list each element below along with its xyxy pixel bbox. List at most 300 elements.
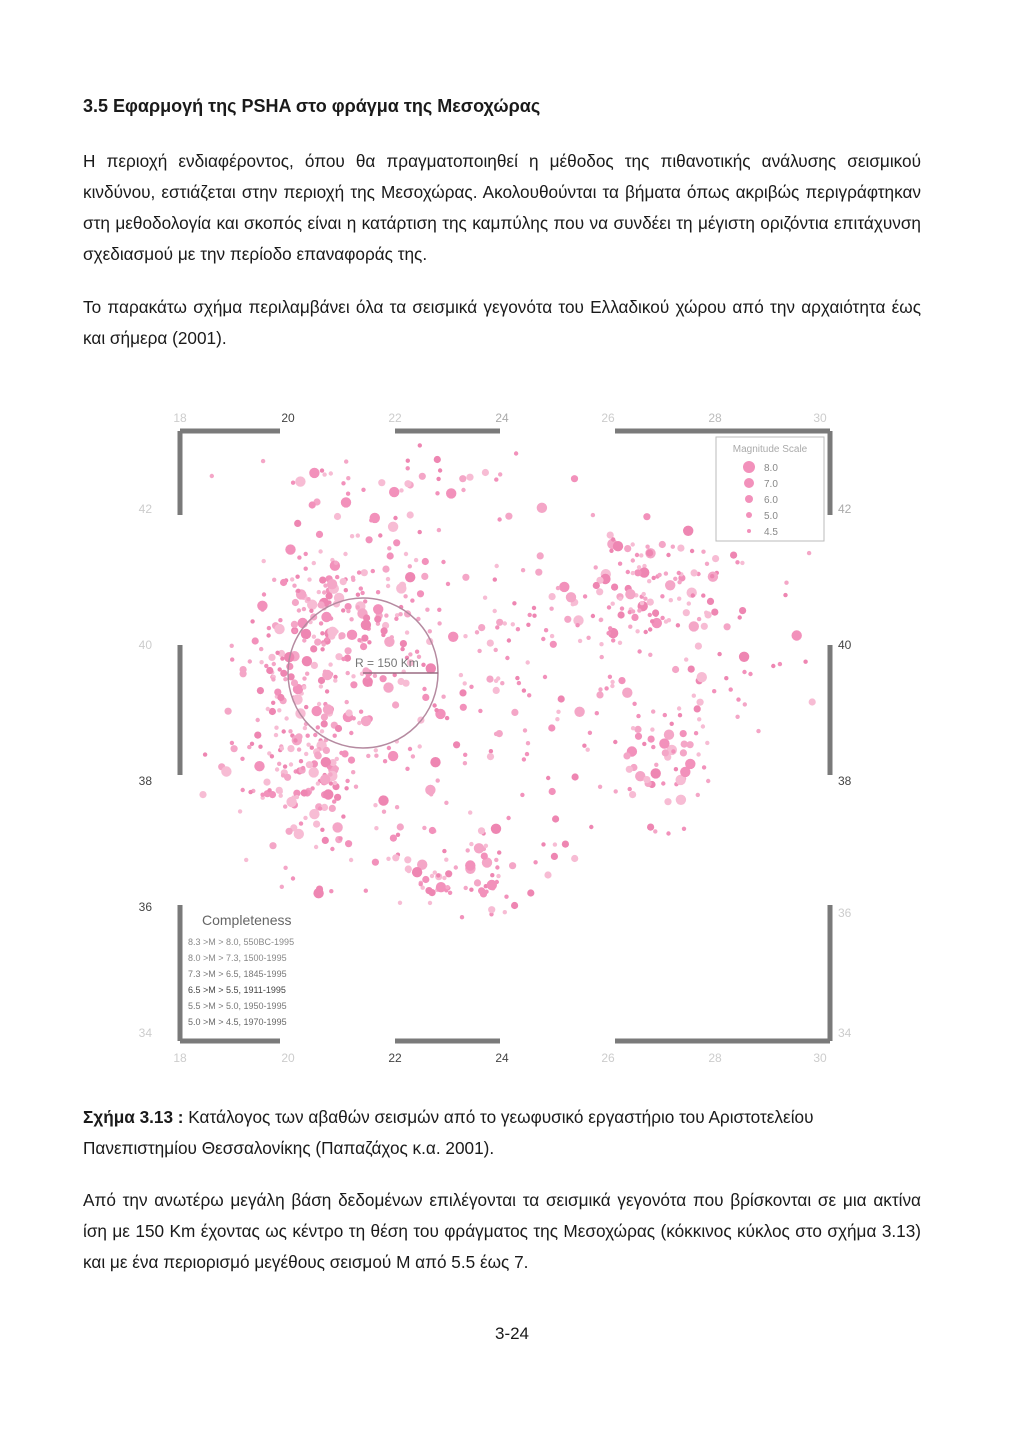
earthquake-event-dot bbox=[677, 706, 681, 710]
earthquake-event-dot bbox=[434, 456, 441, 463]
earthquake-event-dot bbox=[231, 745, 238, 752]
earthquake-event-dot bbox=[663, 713, 667, 717]
earthquake-event-dot bbox=[306, 761, 313, 768]
earthquake-event-dot bbox=[364, 889, 368, 893]
earthquake-event-dot bbox=[652, 609, 659, 616]
earthquake-event-dot bbox=[394, 617, 398, 621]
earthquake-event-dot bbox=[230, 657, 234, 661]
earthquake-event-dot bbox=[406, 459, 410, 463]
earthquake-event-dot bbox=[511, 709, 518, 716]
earthquake-event-dot bbox=[282, 729, 286, 733]
earthquake-event-dot bbox=[269, 842, 276, 849]
earthquake-event-dot bbox=[448, 891, 452, 895]
earthquake-event-dot bbox=[412, 867, 422, 877]
earthquake-event-dot bbox=[405, 767, 409, 771]
left-tick-labels bbox=[139, 502, 153, 1040]
earthquake-event-dot bbox=[676, 623, 680, 627]
earthquake-event-dot bbox=[361, 716, 371, 726]
earthquake-event-dot bbox=[304, 552, 308, 556]
earthquake-event-dot bbox=[422, 558, 429, 565]
earthquake-event-dot bbox=[415, 650, 419, 654]
earthquake-event-dot bbox=[677, 571, 681, 575]
earthquake-event-dot bbox=[498, 472, 502, 476]
earthquake-event-dot bbox=[320, 468, 324, 472]
earthquake-event-dot bbox=[748, 672, 752, 676]
right-tick-labels bbox=[838, 502, 852, 1040]
earthquake-event-dot bbox=[740, 561, 744, 565]
earthquake-event-dot bbox=[689, 621, 699, 631]
earthquake-event-dot bbox=[436, 873, 440, 877]
earthquake-event-dot bbox=[306, 734, 310, 738]
earthquake-event-dot bbox=[344, 459, 348, 463]
earthquake-event-dot bbox=[478, 624, 485, 631]
earthquake-event-dot bbox=[628, 787, 632, 791]
earthquake-event-dot bbox=[631, 609, 635, 613]
earthquake-event-dot bbox=[610, 680, 614, 684]
earthquake-event-dot bbox=[441, 695, 445, 699]
bottom-tick: 22 bbox=[388, 1051, 402, 1065]
earthquake-event-dot bbox=[647, 599, 654, 606]
earthquake-event-dot bbox=[549, 788, 556, 795]
earthquake-event-dot bbox=[357, 638, 361, 642]
earthquake-event-dot bbox=[511, 622, 515, 626]
earthquake-event-dot bbox=[388, 522, 398, 532]
earthquake-event-dot bbox=[704, 611, 708, 615]
earthquake-event-dot bbox=[341, 497, 351, 507]
earthquake-event-dot bbox=[321, 804, 328, 811]
earthquake-event-dot bbox=[481, 853, 488, 860]
earthquake-event-dot bbox=[644, 630, 648, 634]
earthquake-event-dot bbox=[680, 730, 687, 737]
earthquake-event-dot bbox=[474, 879, 481, 886]
top-tick: 30 bbox=[813, 411, 827, 425]
earthquake-event-dot bbox=[546, 776, 550, 780]
earthquake-event-dot bbox=[199, 791, 206, 798]
earthquake-event-dot bbox=[299, 759, 303, 763]
earthquake-event-dot bbox=[407, 869, 411, 873]
right-tick: 42 bbox=[838, 502, 852, 516]
earthquake-event-dot bbox=[321, 714, 328, 721]
bottom-tick: 24 bbox=[495, 1051, 509, 1065]
earthquake-event-dot bbox=[283, 677, 287, 681]
earthquake-event-dot bbox=[571, 602, 575, 606]
earthquake-event-dot bbox=[646, 549, 653, 556]
earthquake-event-dot bbox=[478, 827, 485, 834]
earthquake-event-dot bbox=[248, 790, 252, 794]
earthquake-event-dot bbox=[494, 648, 498, 652]
completeness-row: 7.3 >M > 6.5, 1845-1995 bbox=[188, 969, 287, 979]
earthquake-event-dot bbox=[680, 767, 690, 777]
earthquake-event-dot bbox=[266, 707, 270, 711]
earthquake-event-dot bbox=[701, 724, 705, 728]
completeness-title: Completeness bbox=[202, 912, 292, 928]
earthquake-event-dot bbox=[664, 798, 671, 805]
earthquake-event-dot bbox=[463, 761, 467, 765]
earthquake-event-dot bbox=[571, 475, 578, 482]
earthquake-event-dot bbox=[381, 627, 388, 634]
earthquake-event-dot bbox=[739, 652, 749, 662]
earthquake-event-dot bbox=[489, 749, 493, 753]
earthquake-event-dot bbox=[702, 765, 706, 769]
earthquake-event-dot bbox=[622, 688, 632, 698]
earthquake-event-dot bbox=[697, 699, 704, 706]
earthquake-event-dot bbox=[335, 757, 339, 761]
magnitude-value: 8.0 bbox=[764, 463, 778, 474]
earthquake-event-dot bbox=[410, 598, 414, 602]
earthquake-event-dot bbox=[279, 794, 283, 798]
earthquake-event-dot bbox=[659, 541, 666, 548]
earthquake-event-dot bbox=[435, 491, 439, 495]
earthquake-event-dot bbox=[809, 698, 816, 705]
earthquake-event-dot bbox=[378, 533, 382, 537]
magnitude-symbol bbox=[743, 461, 755, 473]
earthquake-event-dot bbox=[277, 708, 281, 712]
earthquake-event-dot bbox=[341, 608, 345, 612]
earthquake-event-dot bbox=[643, 513, 650, 520]
earthquake-event-dot bbox=[697, 617, 701, 621]
magnitude-scale-legend bbox=[716, 437, 824, 541]
earthquake-event-dot bbox=[446, 582, 450, 586]
earthquake-event-dot bbox=[571, 855, 578, 862]
earthquake-event-dot bbox=[710, 574, 714, 578]
earthquake-event-dot bbox=[366, 536, 373, 543]
earthquake-event-dot bbox=[430, 874, 434, 878]
earthquake-event-dot bbox=[564, 616, 571, 623]
earthquake-event-dot bbox=[522, 688, 526, 692]
earthquake-event-dot bbox=[345, 779, 349, 783]
bottom-tick: 26 bbox=[601, 1051, 615, 1065]
earthquake-event-dot bbox=[350, 681, 357, 688]
top-tick: 26 bbox=[601, 411, 615, 425]
earthquake-event-dot bbox=[238, 809, 242, 813]
earthquake-event-dot bbox=[558, 695, 565, 702]
earthquake-event-dot bbox=[562, 841, 569, 848]
earthquake-event-dot bbox=[436, 477, 440, 481]
earthquake-event-dot bbox=[509, 862, 516, 869]
earthquake-event-dot bbox=[311, 662, 318, 669]
earthquake-event-dot bbox=[266, 667, 273, 674]
earthquake-event-dot bbox=[496, 874, 500, 878]
earthquake-event-dot bbox=[628, 625, 632, 629]
earthquake-event-dot bbox=[436, 778, 440, 782]
earthquake-event-dot bbox=[552, 815, 559, 822]
earthquake-event-dot bbox=[526, 741, 530, 745]
earthquake-event-dot bbox=[403, 594, 407, 598]
earthquake-event-dot bbox=[506, 816, 510, 820]
left-tick: 40 bbox=[138, 638, 152, 652]
earthquake-event-dot bbox=[303, 726, 307, 730]
earthquake-event-dot bbox=[329, 471, 333, 475]
earthquake-event-dot bbox=[419, 473, 426, 480]
earthquake-event-dot bbox=[297, 555, 301, 559]
earthquake-event-dot bbox=[301, 629, 311, 639]
earthquake-event-dot bbox=[387, 552, 394, 559]
earthquake-event-dot bbox=[334, 561, 338, 565]
earthquake-event-dot bbox=[418, 443, 422, 447]
earthquake-event-dot bbox=[240, 757, 244, 761]
earthquake-event-dot bbox=[807, 551, 811, 555]
earthquake-event-dot bbox=[262, 592, 266, 596]
earthquake-event-dot bbox=[634, 726, 641, 733]
earthquake-event-dot bbox=[264, 664, 268, 668]
earthquake-event-dot bbox=[684, 657, 688, 661]
earthquake-event-dot bbox=[705, 562, 709, 566]
earthquake-event-dot bbox=[520, 793, 524, 797]
completeness-row: 6.5 >M > 5.5, 1911-1995 bbox=[188, 985, 286, 995]
earthquake-event-dot bbox=[650, 619, 654, 623]
earthquake-event-dot bbox=[389, 487, 399, 497]
earthquake-event-dot bbox=[626, 766, 633, 773]
earthquake-event-dot bbox=[334, 513, 341, 520]
earthquake-event-dot bbox=[697, 717, 701, 721]
earthquake-event-dot bbox=[739, 607, 746, 614]
page-number: 3-24 bbox=[494, 1324, 530, 1343]
earthquake-event-dot bbox=[414, 558, 418, 562]
earthquake-event-dot bbox=[445, 885, 449, 889]
earthquake-event-dot bbox=[462, 574, 469, 581]
earthquake-event-dot bbox=[329, 805, 336, 812]
earthquake-event-dot bbox=[549, 593, 556, 600]
earthquake-event-dot bbox=[595, 711, 599, 715]
earthquake-event-dot bbox=[335, 725, 342, 732]
earthquake-event-dot bbox=[507, 638, 511, 642]
earthquake-event-dot bbox=[341, 814, 345, 818]
earthquake-event-dot bbox=[491, 824, 501, 834]
earthquake-event-dot bbox=[691, 593, 695, 597]
earthquake-event-dot bbox=[314, 751, 321, 758]
earthquake-event-dot bbox=[505, 656, 509, 660]
earthquake-event-dot bbox=[614, 789, 618, 793]
earthquake-event-dot bbox=[730, 552, 737, 559]
earthquake-event-dot bbox=[526, 660, 530, 664]
earthquake-event-dot bbox=[405, 630, 409, 634]
earthquake-event-dot bbox=[466, 474, 473, 481]
earthquake-event-dot bbox=[322, 837, 329, 844]
earthquake-event-dot bbox=[551, 853, 558, 860]
earthquake-event-dot bbox=[677, 597, 681, 601]
earthquake-event-dot bbox=[351, 578, 355, 582]
earthquake-event-dot bbox=[515, 676, 519, 680]
earthquake-event-dot bbox=[442, 876, 446, 880]
earthquake-event-dot bbox=[328, 633, 335, 640]
earthquake-event-dot bbox=[280, 885, 284, 889]
earthquake-event-dot bbox=[382, 810, 386, 814]
earthquake-event-dot bbox=[320, 647, 324, 651]
earthquake-event-dot bbox=[376, 590, 380, 594]
earthquake-event-dot bbox=[594, 565, 598, 569]
earthquake-event-dot bbox=[706, 779, 710, 783]
earthquake-event-dot bbox=[318, 549, 322, 553]
earthquake-event-dot bbox=[484, 844, 488, 848]
earthquake-event-dot bbox=[304, 752, 308, 756]
earthquake-event-dot bbox=[291, 621, 298, 628]
earthquake-event-dot bbox=[607, 605, 611, 609]
earthquake-event-dot bbox=[553, 842, 557, 846]
earthquake-event-dot bbox=[647, 579, 651, 583]
earthquake-event-dot bbox=[514, 451, 518, 455]
earthquake-event-dot bbox=[664, 730, 674, 740]
earthquake-event-dot bbox=[496, 619, 503, 626]
earthquake-event-dot bbox=[250, 619, 254, 623]
earthquake-event-dot bbox=[318, 601, 325, 608]
earthquake-event-dot bbox=[511, 902, 518, 909]
earthquake-event-dot bbox=[632, 702, 636, 706]
earthquake-event-dot bbox=[466, 848, 470, 852]
earthquake-event-dot bbox=[463, 681, 467, 685]
earthquake-event-dot bbox=[262, 559, 266, 563]
earthquake-event-dot bbox=[701, 593, 705, 597]
earthquake-event-dot bbox=[309, 809, 319, 819]
earthquake-event-dot bbox=[532, 606, 536, 610]
earthquake-event-dot bbox=[729, 687, 733, 691]
earthquake-event-dot bbox=[505, 513, 512, 520]
earthquake-event-dot bbox=[422, 687, 426, 691]
earthquake-event-dot bbox=[544, 871, 551, 878]
earthquake-event-dot bbox=[624, 545, 631, 552]
earthquake-event-dot bbox=[459, 673, 463, 677]
earthquake-event-dot bbox=[259, 660, 263, 664]
earthquake-event-dot bbox=[323, 747, 330, 754]
earthquake-event-dot bbox=[344, 786, 348, 790]
earthquake-event-dot bbox=[495, 564, 499, 568]
earthquake-event-dot bbox=[559, 582, 569, 592]
earthquake-event-dot bbox=[398, 901, 402, 905]
earthquake-event-dot bbox=[269, 791, 276, 798]
earthquake-event-dot bbox=[654, 763, 658, 767]
earthquake-event-dot bbox=[366, 754, 370, 758]
earthquake-event-dot bbox=[272, 662, 276, 666]
earthquake-event-dot bbox=[305, 672, 309, 676]
earthquake-event-dot bbox=[677, 545, 684, 552]
earthquake-event-dot bbox=[635, 629, 639, 633]
earthquake-event-dot bbox=[493, 577, 497, 581]
earthquake-event-dot bbox=[276, 787, 283, 794]
earthquake-event-dot bbox=[418, 530, 422, 534]
earthquake-event-dot bbox=[611, 602, 615, 606]
earthquake-event-dot bbox=[460, 704, 467, 711]
earthquake-event-dot bbox=[302, 676, 306, 680]
earthquake-event-dot bbox=[356, 533, 360, 537]
earthquake-event-dot bbox=[299, 821, 303, 825]
earthquake-event-dot bbox=[626, 570, 630, 574]
earthquake-event-dot bbox=[631, 726, 635, 730]
earthquake-event-dot bbox=[322, 590, 326, 594]
earthquake-event-dot bbox=[784, 581, 788, 585]
earthquake-event-dot bbox=[486, 676, 493, 683]
earthquake-event-dot bbox=[550, 634, 554, 638]
earthquake-event-dot bbox=[465, 860, 475, 870]
magnitude-symbol bbox=[744, 478, 754, 488]
earthquake-event-dot bbox=[349, 731, 353, 735]
earthquake-event-dot bbox=[683, 526, 693, 536]
earthquake-event-dot bbox=[280, 579, 287, 586]
earthquake-event-dot bbox=[371, 569, 375, 573]
earthquake-event-dot bbox=[266, 633, 270, 637]
earthquake-event-dot bbox=[608, 675, 612, 679]
earthquake-event-dot bbox=[610, 684, 614, 688]
earthquake-event-dot bbox=[469, 842, 473, 846]
earthquake-event-dot bbox=[707, 598, 714, 605]
bottom-tick-labels bbox=[173, 1051, 827, 1065]
earthquake-event-dot bbox=[386, 857, 390, 861]
earthquake-event-dot bbox=[335, 766, 339, 770]
earthquake-event-dot bbox=[527, 889, 534, 896]
magnitude-symbol bbox=[745, 495, 753, 503]
earthquake-event-dot bbox=[459, 475, 466, 482]
earthquake-event-dot bbox=[631, 614, 638, 621]
earthquake-event-dot bbox=[359, 710, 363, 714]
earthquake-event-dot bbox=[267, 626, 271, 630]
earthquake-event-dot bbox=[756, 729, 760, 733]
earthquake-event-dot bbox=[283, 866, 287, 870]
earthquake-event-dot bbox=[400, 640, 407, 647]
earthquake-event-dot bbox=[643, 776, 650, 783]
earthquake-event-dot bbox=[346, 709, 353, 716]
earthquake-event-dot bbox=[503, 621, 507, 625]
earthquake-event-dot bbox=[370, 513, 380, 523]
earthquake-event-dot bbox=[662, 749, 669, 756]
earthquake-event-dot bbox=[291, 679, 298, 686]
earthquake-event-dot bbox=[275, 767, 279, 771]
earthquake-event-dot bbox=[322, 670, 332, 680]
earthquake-event-dot bbox=[313, 821, 320, 828]
earthquake-event-dot bbox=[618, 562, 622, 566]
earthquake-event-dot bbox=[642, 742, 646, 746]
earthquake-event-dot bbox=[670, 722, 674, 726]
earthquake-event-dot bbox=[618, 597, 622, 601]
earthquake-event-dot bbox=[701, 550, 705, 554]
earthquake-event-dot bbox=[230, 741, 234, 745]
earthquake-event-dot bbox=[302, 685, 306, 689]
earthquake-event-dot bbox=[488, 906, 495, 913]
earthquake-event-dot bbox=[309, 468, 319, 478]
earthquake-event-dot bbox=[694, 731, 698, 735]
earthquake-event-dot bbox=[291, 481, 295, 485]
earthquake-event-dot bbox=[446, 488, 456, 498]
earthquake-event-dot bbox=[468, 810, 472, 814]
earthquake-event-dot bbox=[368, 682, 372, 686]
earthquake-event-dot bbox=[317, 702, 321, 706]
earthquake-event-dot bbox=[484, 890, 488, 894]
earthquake-event-dot bbox=[411, 754, 415, 758]
earthquake-event-dot bbox=[494, 477, 498, 481]
earthquake-event-dot bbox=[329, 889, 333, 893]
earthquake-event-dot bbox=[631, 558, 635, 562]
earthquake-event-dot bbox=[771, 664, 775, 668]
earthquake-event-dot bbox=[783, 593, 787, 597]
completeness-row: 5.0 >M > 4.5, 1970-1995 bbox=[188, 1017, 287, 1027]
earthquake-event-dot bbox=[419, 882, 423, 886]
earthquake-event-dot bbox=[666, 831, 670, 835]
earthquake-event-dot bbox=[361, 488, 365, 492]
earthquake-event-dot bbox=[261, 459, 265, 463]
earthquake-event-dot bbox=[637, 608, 641, 612]
earthquake-event-dot bbox=[309, 501, 316, 508]
left-tick: 38 bbox=[138, 774, 152, 788]
intro-paragraph: Η περιοχή ενδιαφέροντος, όπου θα πραγματοποιηθεί η μέθοδος της πιθανοτικής ανάλυσης σεισμικού κινδύνου, εστιάζεται στην περιοχή της Μεσοχώρας. Ακολουθούνται τα βήματα όπως ακριβώς περιγράφτηκαν στη μεθοδολογία και σκοπός είναι η κατάρτιση της καμπύλης που να συνδέει τη μέγιστη οριζόντια επιτάχυνση σχεδιασμού με την περίοδο επαναφοράς της. bbox=[83, 151, 921, 264]
earthquake-event-dot bbox=[533, 860, 537, 864]
earthquake-event-dot bbox=[803, 660, 807, 664]
earthquake-event-dot bbox=[667, 618, 671, 622]
earthquake-event-dot bbox=[392, 854, 399, 861]
bottom-tick: 30 bbox=[813, 1051, 827, 1065]
earthquake-event-dot bbox=[316, 725, 320, 729]
earthquake-event-dot bbox=[495, 625, 499, 629]
earthquake-event-dot bbox=[660, 594, 664, 598]
earthquake-event-dot bbox=[673, 577, 677, 581]
earthquake-event-dot bbox=[586, 636, 590, 640]
earthquake-event-dot bbox=[312, 561, 316, 565]
